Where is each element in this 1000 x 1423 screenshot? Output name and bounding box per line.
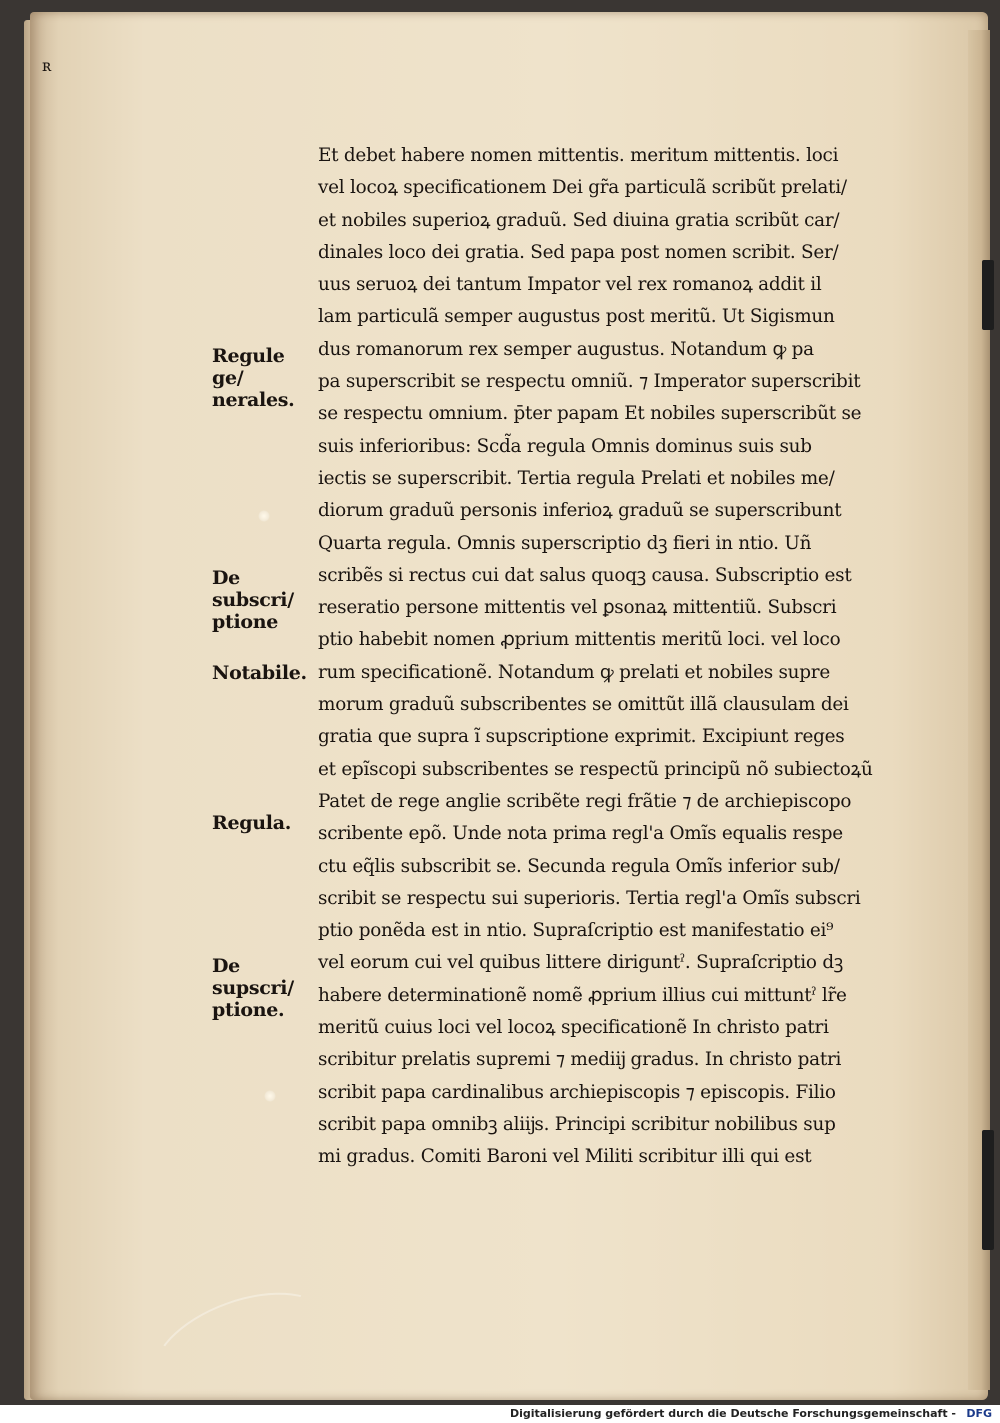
text-line: mi gradus. Comiti Baroni vel Militi scribitur illi qui est (318, 1146, 812, 1168)
paper-hole (258, 510, 270, 522)
text-line: scribit se respectu sui superioris. Tertia regl'a Omĩs subscri (318, 887, 861, 909)
text-line: gratia que supra ĩ supscriptione exprimit. Excipiunt reges (318, 726, 845, 748)
text-line: rum specificationẽ. Notandum ꝙ prelati et nobiles supre (318, 661, 830, 683)
text-line: scribit papa cardinalibus archiepiscopis ⁊ episcopis. Filio (318, 1081, 836, 1103)
text-line: et nobiles superioꝝ graduũ. Sed diuina gratia scribũt car/ (318, 209, 840, 231)
text-line: pa superscribit se respectu omniũ. ⁊ Imperator superscribit (318, 371, 861, 393)
margin-note-notabile: Notabile. (212, 662, 307, 684)
text-line: dus romanorum rex semper augustus. Notandum ꝙ pa (318, 338, 814, 360)
text-line: Quarta regula. Omnis superscriptio dꝫ fieri in ntio. Uñ (318, 532, 812, 554)
clip-bar-lower (982, 1130, 994, 1250)
text-line: Patet de rege anglie scribẽte regi frãtie ⁊ de archiepiscopo (318, 790, 852, 812)
paper-hole (264, 1090, 276, 1102)
clip-bar-upper (982, 260, 994, 330)
margin-note-de-subscriptione: De subscri/ ptione (212, 567, 294, 633)
text-line: ptio habebit nomen ꝓprium mittentis meritũ loci. vel loco (318, 629, 841, 651)
text-line: et epĩscopi subscribentes se respectũ principũ nõ subiectoꝝũ (318, 758, 873, 780)
text-line: scribitur prelatis supremi ⁊ mediĳ gradus. In christo patri (318, 1049, 842, 1071)
text-line: vel locoꝝ specificationem Dei gr̃a particulã scribũt prelati/ (318, 177, 847, 199)
margin-note-regule-generales: Regule ge/ nerales. (212, 345, 295, 411)
text-line: ptio ponẽda est in ntio. Supraſcriptio est manifestatio ei⁹ (318, 920, 834, 942)
text-line: vel eorum cui vel quibus littere diriguntˀ. Supraſcriptio dꝫ (318, 952, 844, 974)
text-line: reseratio persone mittentis vel ꝑsonaꝝ mittentiũ. Subscri (318, 597, 837, 619)
margin-note-regula: Regula. (212, 812, 292, 834)
text-line: scribit papa omnibꝫ aliĳs. Principi scribitur nobilibus sup (318, 1113, 836, 1135)
body-text-column (318, 140, 892, 1174)
text-line: lam particulã semper augustus post meritũ. Ut Sigismun (318, 306, 835, 328)
text-line: scribẽs si rectus cui dat salus quoqꝫ causa. Subscriptio est (318, 564, 852, 586)
dfg-logo: DFG (966, 1407, 992, 1420)
margin-note-de-supscriptione: De supscri/ ptione. (212, 955, 294, 1021)
text-line: se respectu omnium. p̄ter papam Et nobiles superscribũt se (318, 403, 862, 425)
text-line: Et debet habere nomen mittentis. meritum mittentis. loci (318, 145, 839, 166)
text-line: dinales loco dei gratia. Sed papa post nomen scribit. Ser/ (318, 241, 839, 263)
text-line: meritũ cuius loci vel locoꝝ specificationẽ In christo patri (318, 1017, 829, 1039)
page-mark: ʀ (42, 56, 52, 75)
text-line: diorum graduũ personis inferioꝝ graduũ se superscribunt (318, 500, 842, 522)
text-line: morum graduũ subscribentes se omittũt illã clausulam dei (318, 694, 849, 716)
text-line: scribente epõ. Unde nota prima regl'a Omĩs equalis respe (318, 823, 843, 845)
text-line: ctu eq̃lis subscribit se. Secunda regula Omĩs inferior sub/ (318, 855, 840, 877)
text-line: suis inferioribus: Scd̃a regula Omnis dominus suis sub (318, 435, 812, 457)
digitization-credit: Digitalisierung gefördert durch die Deutsche Forschungsgemeinschaft - (509, 1407, 956, 1420)
text-line: habere determinationẽ nomẽ ꝓprium illius cui mittuntˀ lr̃e (318, 984, 847, 1006)
text-line: uus seruoꝝ dei tantum Impator vel rex romanoꝝ addit il (318, 274, 822, 296)
text-line: iectis se superscribit. Tertia regula Prelati et nobiles me/ (318, 467, 835, 489)
